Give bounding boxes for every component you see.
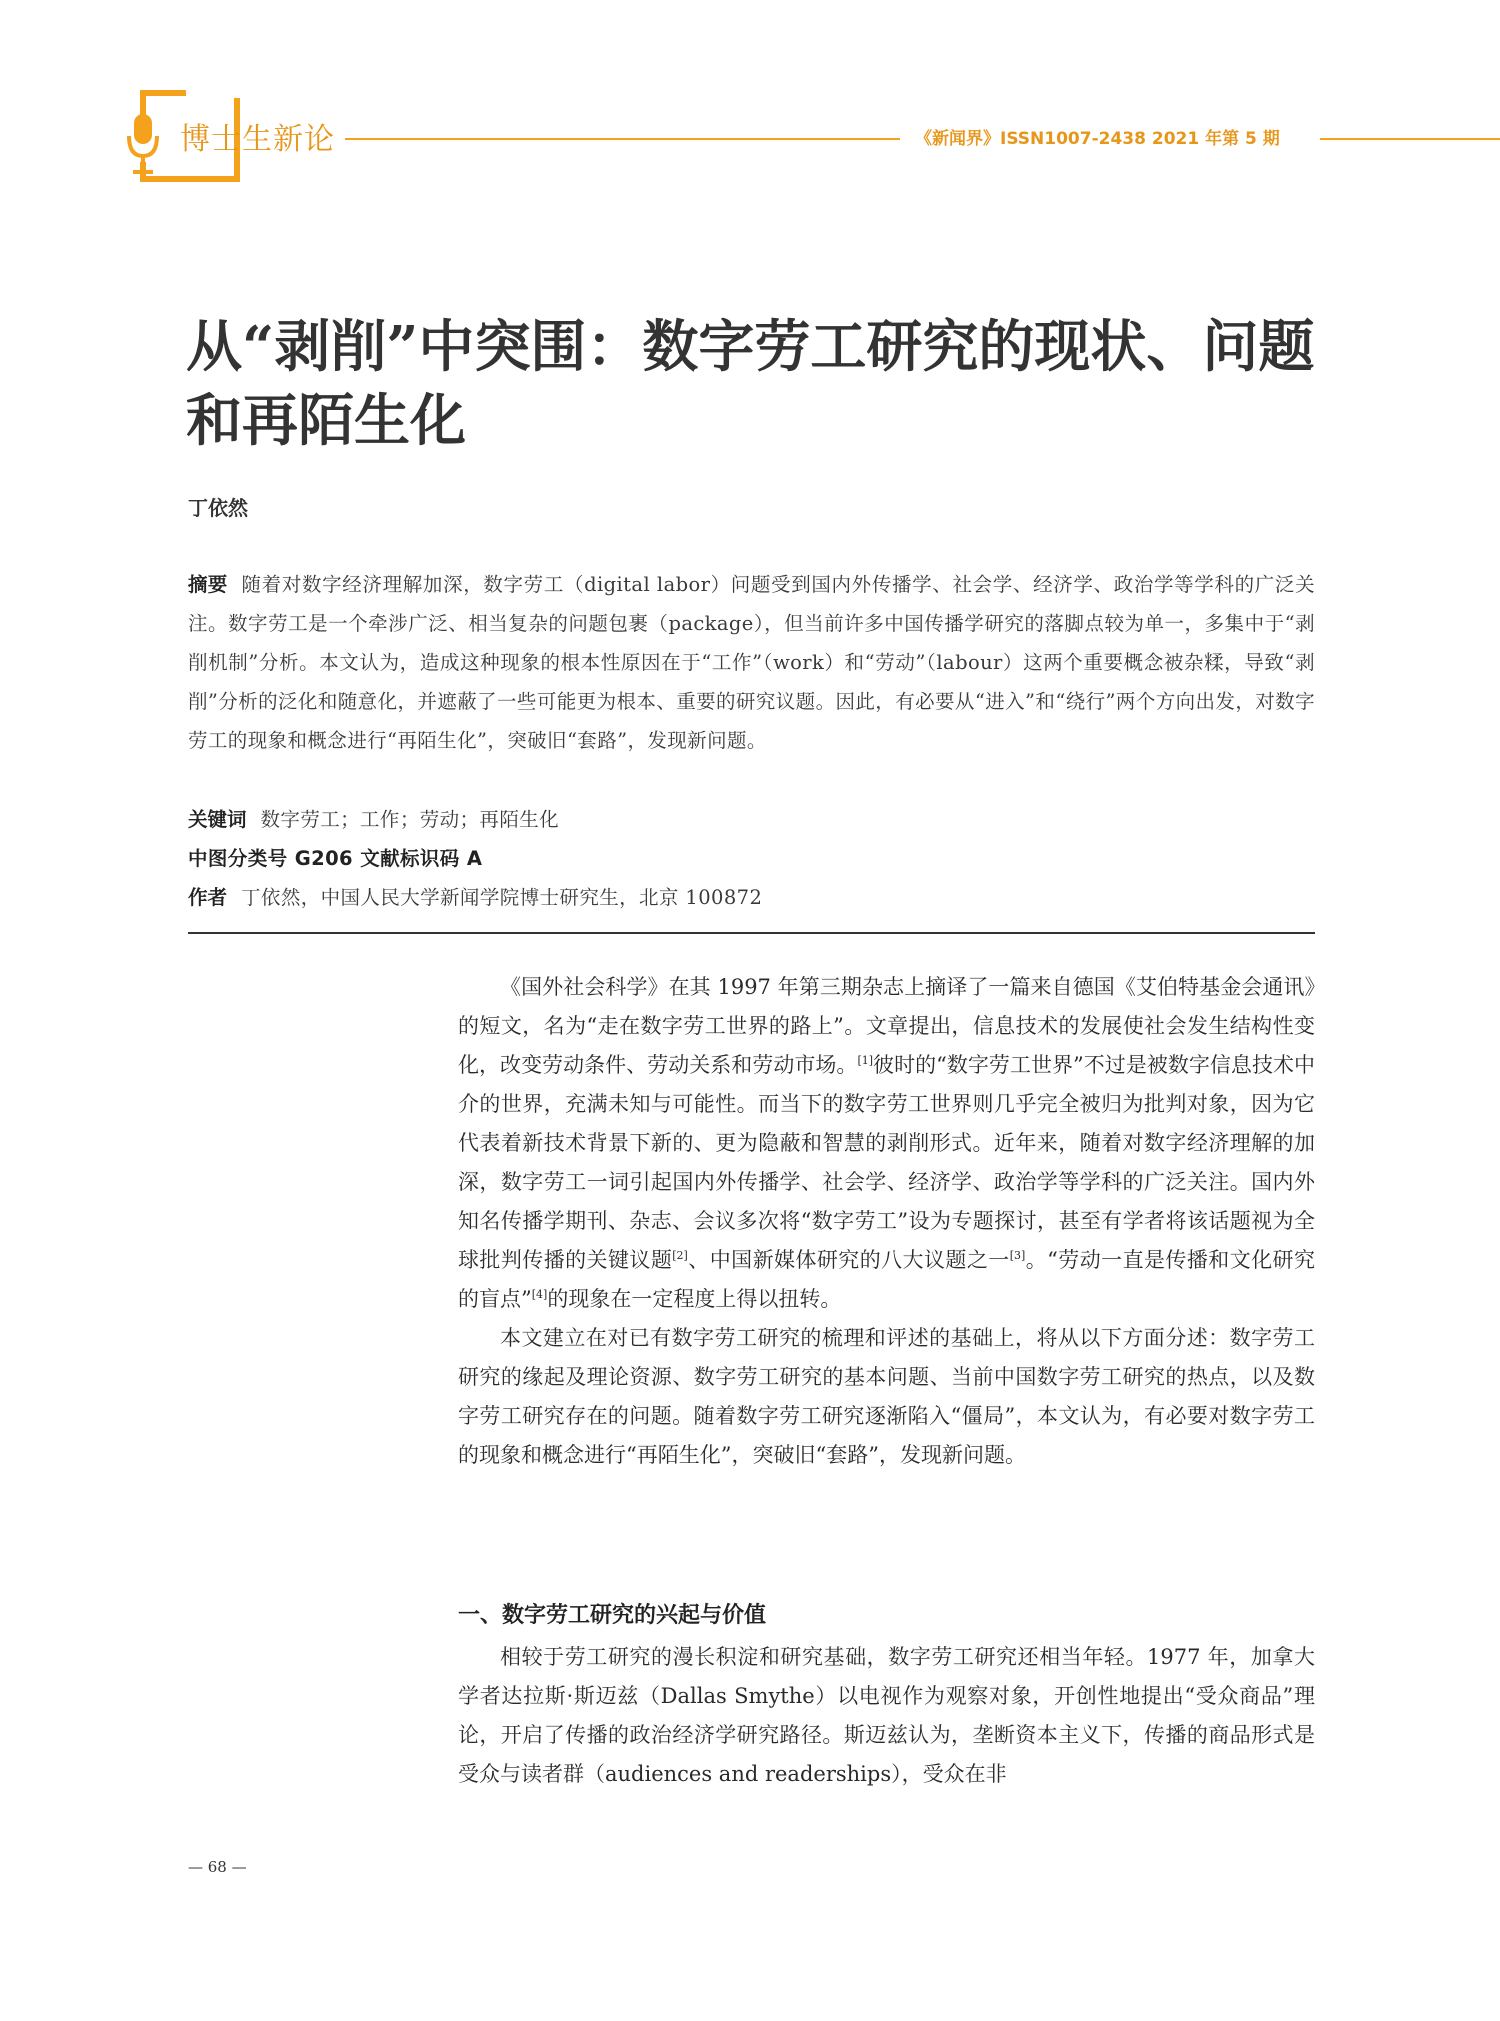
paragraph-3: 相较于劳工研究的漫长积淀和研究基础，数字劳工研究还相当年轻。1977 年，加拿大学者达拉斯·斯迈兹（Dallas Smythe）以电视作为观察对象，开创性地提出“受众商品”理论，开启了传播的政治经济学研究路径。斯迈兹认为，垄断资本主义下，传播的商品形式是受众与读者群（audiences and readerships），受众在非 [458,1645,1315,1786]
page-number: — 68 — [188,1858,247,1876]
abstract-label: 摘要 [188,573,228,596]
paragraph-2: 本文建立在对已有数字劳工研究的梳理和评述的基础上，将从以下方面分述：数字劳工研究的缘起及理论资源、数字劳工研究的基本问题、当前中国数字劳工研究的热点，以及数字劳工研究存在的问题。随着数字劳工研究逐渐陷入“僵局”，本文认为，有必要对数字劳工的现象和概念进行“再陌生化”，突破旧“套路”，发现新问题。 [458,1326,1315,1467]
keywords-label: 关键词 [188,808,247,831]
section-heading-1: 一、数字劳工研究的兴起与价值 [458,1603,767,1628]
header-rule-right [1320,138,1500,140]
section-label: 博士生新论 [180,122,335,157]
author-info [188,882,1315,910]
abstract [188,565,1315,760]
abstract-text: 随着对数字经济理解加深，数字劳工（digital labor）问题受到国内外传播学、社会学、经济学、政治学等学科的广泛关注。数字劳工是一个牵涉广泛、相当复杂的问题包裹（package），但当前许多中国传播学研究的落脚点较为单一，多集中于“剥削机制”分析。本文认为，造成这种现象的根本性原因在于“工作”（work）和“劳动”（labour）这两个重要概念被杂糅，导致“剥削”分析的泛化和随意化，并遮蔽了一些可能更为根本、重要的研究议题。因此，有必要从“进入”和“绕行”两个方向出发，对数字劳工的现象和概念进行“再陌生化”，突破旧“套路”，发现新问题。 [188,573,1315,752]
paragraph-1: 《国外社会科学》在其 1997 年第三期杂志上摘译了一篇来自德国《艾伯特基金会通讯》的短文，名为“走在数字劳工世界的路上”。文章提出，信息技术的发展使社会发生结构性变化，改变劳动条件、劳动关系和劳动市场。[1]彼时的“数字劳工世界”不过是被数字信息技术中介的世界，充满未知与可能性。而当下的数字劳工世界则几乎完全被归为批判对象，因为它代表着新技术背景下新的、更为隐蔽和智慧的剥削形式。近年来，随着对数字经济理解的加深，数字劳工一词引起国内外传播学、社会学、经济学、政治学等学科的广泛关注。国内外知名传播学期刊、杂志、会议多次将“数字劳工”设为专题探讨，甚至有学者将该话题视为全球批判传播的关键议题[2]、中国新媒体研究的八大议题之一[3]。“劳动一直是传播和文化研究的盲点”[4]的现象在一定程度上得以扭转。 [458,975,1315,1311]
abstract-divider [188,932,1315,934]
body-section-1 [458,1638,1315,1794]
citation-3[interactable]: [3] [1009,1249,1026,1262]
citation-2[interactable]: [2] [672,1249,688,1262]
body-intro [458,968,1315,1475]
citation-4[interactable]: [4] [531,1288,548,1301]
keywords-text: 数字劳工；工作；劳动；再陌生化 [260,808,560,831]
classification-line: 中图分类号 G206 文献标识码 A [188,847,483,870]
microphone-icon [126,110,162,182]
citation-1[interactable]: [1] [857,1054,874,1067]
author-info-text: 丁依然，中国人民大学新闻学院博士研究生，北京 100872 [241,886,763,909]
journal-info: 《新闻界》ISSN1007-2438 2021 年第 5 期 [915,129,1280,149]
article-title: 从“剥削”中突围：数字劳工研究的现状、问题和再陌生化 [186,314,1315,454]
author-info-label: 作者 [188,886,228,909]
header-rule-left [345,138,900,140]
article-author: 丁依然 [188,496,248,520]
keywords [188,804,1315,832]
